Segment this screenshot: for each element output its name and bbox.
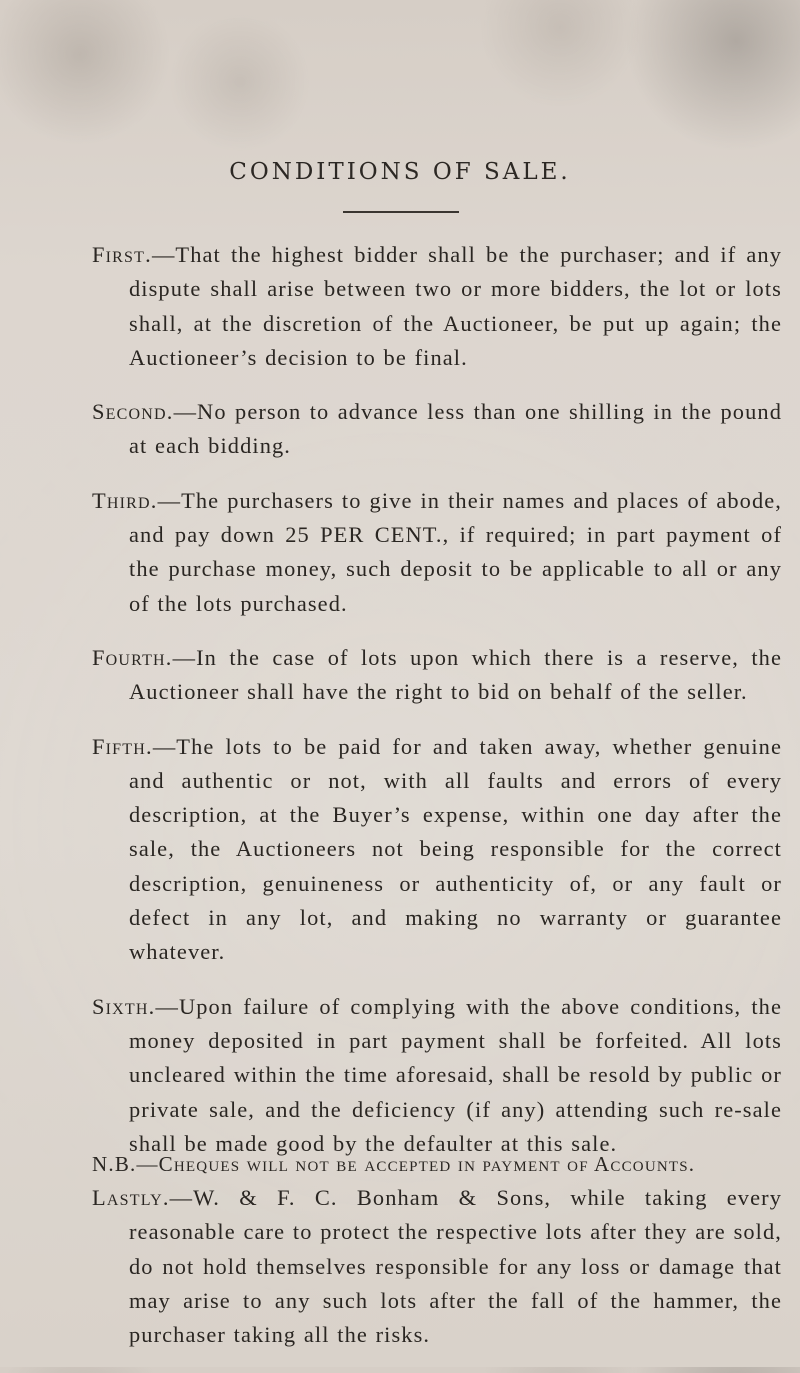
conditions-list xyxy=(92,238,782,1373)
condition-lastly xyxy=(92,1181,782,1352)
nota-bene-note xyxy=(92,1152,792,1177)
condition-lead: First. xyxy=(92,242,152,267)
note-text: —Cheques will not be accepted in payment of Accounts. xyxy=(136,1152,696,1176)
condition-text: —That the highest bidder shall be the purchaser; and if any dispute shall arise between two or more bidders, the lot or lots shall, at the discretion of the Auctioneer, be put up again; the Auctioneer’s decision to be final. xyxy=(129,242,782,370)
page-title: CONDITIONS OF SALE. xyxy=(229,159,571,185)
note-lead: N.B. xyxy=(92,1152,137,1176)
condition-fourth xyxy=(92,641,782,710)
condition-lead: Second. xyxy=(92,399,174,425)
condition-fifth xyxy=(92,730,782,970)
title-divider xyxy=(343,211,459,213)
condition-lead: Fifth. xyxy=(92,733,153,759)
condition-first xyxy=(92,238,782,375)
condition-third xyxy=(92,484,782,621)
condition-text: —Upon failure of complying with the above conditions, the money deposited in part payment shall be forfeited. All lots uncleared within the time aforesaid, shall be resold by public or private sale, and the deficiency (if any) attending such re-sale shall be made good by the defaulter at this sale. xyxy=(129,993,782,1156)
condition-text: —W. & F. C. Bonham & Sons, while taking every reasonable care to protect the respective lots after they are sold, do not hold themselves responsible for any loss or damage that may arise to any such lots after the fall of the hammer, the purchaser taking all the risks. xyxy=(129,1185,782,1348)
condition-lead: Third. xyxy=(92,487,158,513)
condition-text: —The purchasers to give in their names and places of abode, and pay down 25 PER CENT., if required; in part payment of the purchase money, such deposit to be applicable to all or any of the lots purchased. xyxy=(129,487,782,616)
condition-text: —No person to advance less than one shilling in the pound at each bidding. xyxy=(129,399,782,459)
condition-sixth xyxy=(92,990,782,1161)
condition-second xyxy=(92,395,782,464)
condition-text: —The lots to be paid for and taken away, whether genuine and authentic or not, with all faults and errors of every description, at the Buyer’s expense, within one day after the sale, the Auctioneers not being responsible for the correct description, genuineness or authenticity of, or any fault or defect in any lot, and making no warranty or guarantee whatever. xyxy=(129,733,782,965)
condition-lead: Sixth. xyxy=(92,993,156,1019)
condition-lead: Lastly. xyxy=(92,1185,170,1211)
condition-text: —In the case of lots upon which there is a reserve, the Auctioneer shall have the right to bid on behalf of the seller. xyxy=(129,644,782,705)
condition-lead: Fourth. xyxy=(92,644,173,670)
